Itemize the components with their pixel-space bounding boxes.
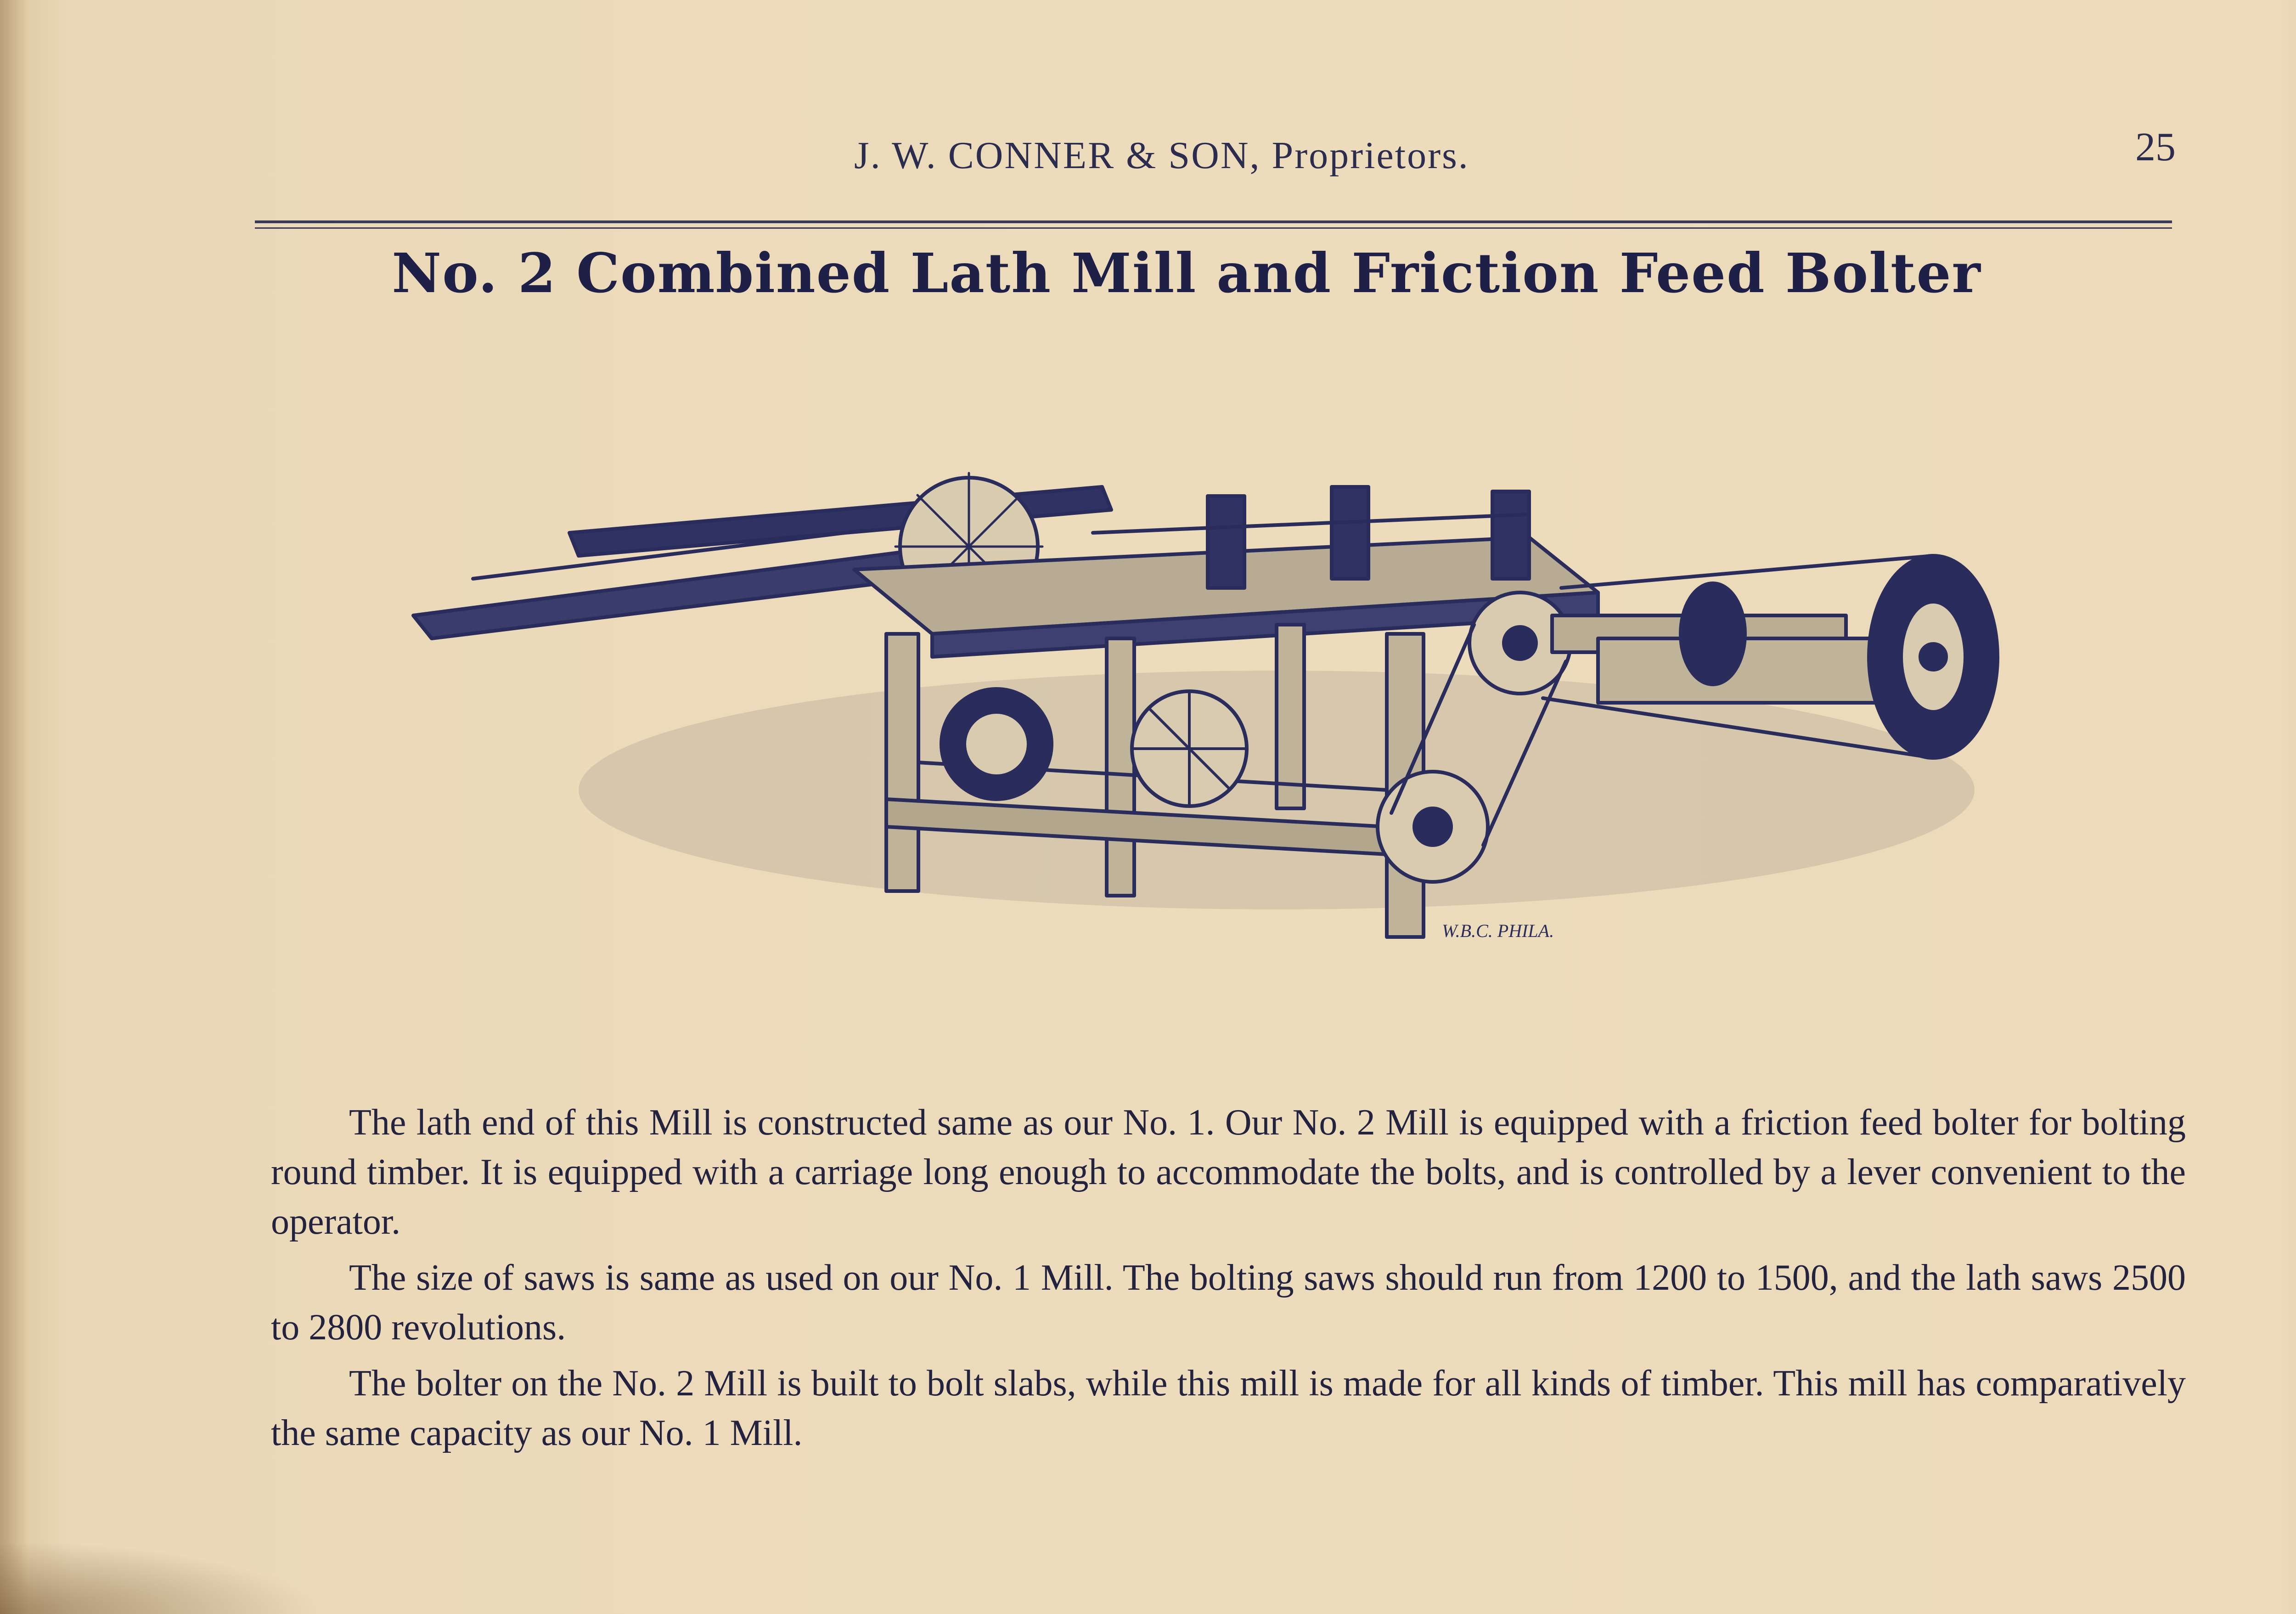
lath-mill-illustration	[404, 441, 2020, 974]
paper-stain	[0, 1541, 321, 1614]
page-number: 25	[2135, 125, 2176, 169]
paragraph-3: The bolter on the No. 2 Mill is built to bolt slabs, while this mill is made for all kinds of timber. This mill has comparatively the same capacity as our No. 1 Mill.	[271, 1363, 2186, 1453]
header-rule	[255, 220, 2172, 223]
engraver-mark: W.B.C. PHILA.	[1442, 920, 1554, 941]
description-text	[271, 1098, 2186, 1464]
running-header: J. W. CONNER & SON, Proprietors.	[854, 134, 1469, 177]
page-title: No. 2 Combined Lath Mill and Friction Feed Bolter	[392, 241, 1981, 305]
paragraph-2: The size of saws is same as used on our No. 1 Mill. The bolting saws should run from 1200 to 1500, and the lath saws 2500 to 2800 revolutions.	[271, 1258, 2186, 1348]
header-rule-thin	[255, 227, 2172, 229]
paragraph-1: The lath end of this Mill is constructed same as our No. 1. Our No. 2 Mill is equipped with a friction feed bolter for bolting round timber. It is equipped with a carriage long enough to accommodate the bolts, and is controlled by a lever convenient to the operator.	[271, 1102, 2186, 1242]
